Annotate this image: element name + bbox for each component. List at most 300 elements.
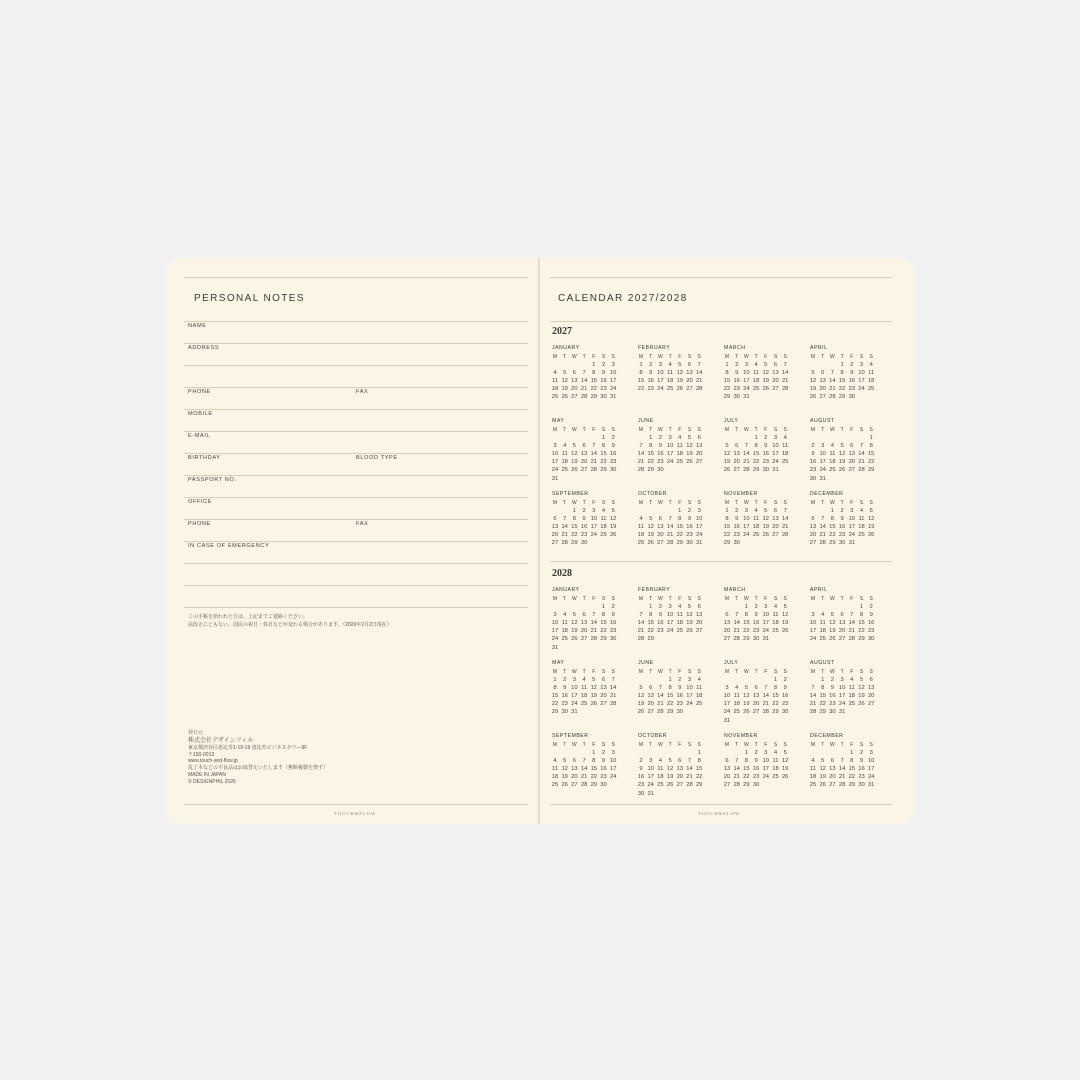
- day-cell: 7: [744, 443, 748, 450]
- weekday-label: S: [601, 500, 606, 506]
- day-cell: 21: [657, 701, 664, 708]
- day-cell: 11: [858, 516, 865, 523]
- day-cell: 8: [592, 758, 596, 765]
- page-title: CALENDAR 2027/2028: [558, 293, 688, 304]
- day-cell: 25: [752, 532, 760, 539]
- day-cell: 6: [697, 604, 701, 610]
- day-cell: 25: [772, 774, 779, 781]
- day-cell: 1: [744, 750, 748, 756]
- day-cell: 9: [678, 685, 682, 692]
- day-cell: 6: [811, 516, 815, 523]
- day-cell: 28: [637, 636, 645, 643]
- day-cell: 8: [601, 612, 606, 619]
- day-cell: 22: [600, 459, 607, 466]
- day-cell: 6: [754, 685, 758, 692]
- notebook-spread: [166, 258, 914, 824]
- day-cell: 13: [733, 451, 740, 458]
- weekday-label: S: [859, 354, 864, 360]
- day-cell: 8: [649, 612, 653, 619]
- day-cell: 10: [848, 516, 856, 523]
- day-cell: 21: [590, 628, 598, 635]
- day-cell: 29: [600, 467, 607, 474]
- day-cell: 29: [743, 782, 750, 789]
- day-cell: 31: [838, 709, 846, 716]
- day-cell: 29: [743, 636, 750, 643]
- day-cell: 1: [850, 750, 854, 756]
- day-cell: 30: [686, 540, 693, 547]
- day-cell: 23: [647, 386, 654, 393]
- day-cell: 16: [867, 620, 875, 627]
- month-name: NOVEMBER: [724, 491, 758, 497]
- weekday-label: F: [678, 427, 682, 433]
- day-cell: 2: [754, 604, 758, 610]
- weekday-label: F: [850, 500, 854, 506]
- weekday-label: T: [649, 596, 653, 602]
- day-cell: 6: [869, 677, 873, 683]
- day-cell: 29: [590, 394, 598, 401]
- holiday-notice: 法改正にともない、国民の祝日・休日などが変わる場合があります。（2026年2月2日現在）: [188, 622, 392, 628]
- weekday-label: T: [582, 500, 586, 506]
- day-cell: 16: [609, 620, 617, 627]
- day-cell: 24: [551, 467, 559, 474]
- day-cell: 25: [561, 467, 568, 474]
- day-cell: 1: [869, 435, 873, 441]
- month-name: DECEMBER: [810, 733, 844, 739]
- day-cell: 14: [838, 766, 846, 773]
- weekday-label: S: [783, 500, 787, 506]
- day-cell: 24: [686, 701, 693, 708]
- day-cell: 19: [609, 524, 617, 531]
- day-cell: 31: [867, 782, 875, 789]
- day-cell: 16: [657, 620, 664, 627]
- day-cell: 13: [580, 451, 588, 458]
- day-cell: 10: [838, 685, 846, 692]
- day-cell: 2: [850, 362, 854, 368]
- day-cell: 17: [743, 378, 750, 385]
- field-line: [184, 475, 528, 476]
- field-line: [184, 409, 528, 410]
- day-cell: 8: [601, 443, 606, 450]
- day-cell: 17: [809, 628, 817, 635]
- weekday-label: M: [810, 354, 816, 360]
- day-cell: 28: [561, 540, 568, 547]
- day-cell: 17: [848, 524, 856, 531]
- day-cell: 3: [764, 604, 768, 610]
- weekday-label: T: [582, 427, 586, 433]
- day-cell: 1: [821, 677, 825, 683]
- day-cell: 24: [809, 636, 817, 643]
- day-cell: 28: [695, 386, 703, 393]
- day-cell: 12: [819, 766, 826, 773]
- day-cell: 19: [867, 524, 875, 531]
- field-line: [184, 563, 528, 564]
- weekday-label: M: [638, 500, 644, 506]
- day-cell: 14: [858, 451, 865, 458]
- day-cell: 9: [639, 766, 643, 773]
- day-cell: 12: [867, 516, 875, 523]
- day-cell: 8: [649, 443, 653, 450]
- day-cell: 4: [821, 612, 825, 619]
- weekday-label: S: [697, 596, 701, 602]
- day-cell: 16: [781, 693, 789, 700]
- weekday-label: T: [754, 427, 758, 433]
- day-cell: 11: [753, 370, 760, 377]
- day-cell: 6: [572, 758, 576, 765]
- day-cell: 18: [551, 774, 559, 781]
- day-cell: 20: [838, 628, 846, 635]
- day-cell: 27: [571, 394, 578, 401]
- day-cell: 25: [657, 782, 664, 789]
- weekday-label: W: [658, 742, 663, 748]
- day-cell: 6: [697, 435, 701, 441]
- day-cell: 7: [668, 516, 672, 523]
- day-cell: 17: [551, 628, 559, 635]
- day-cell: 22: [590, 774, 598, 781]
- weekday-label: M: [724, 742, 730, 748]
- day-cell: 20: [647, 701, 654, 708]
- day-cell: 14: [809, 693, 817, 700]
- day-cell: 21: [809, 701, 817, 708]
- day-cell: 17: [858, 378, 865, 385]
- day-cell: 2: [840, 508, 844, 514]
- day-cell: 3: [553, 612, 557, 619]
- day-cell: 11: [772, 758, 779, 765]
- year-heading-2027: 2027: [552, 326, 572, 337]
- day-cell: 11: [637, 524, 645, 531]
- day-cell: 31: [848, 540, 856, 547]
- day-cell: 25: [848, 701, 856, 708]
- day-cell: 17: [695, 524, 703, 531]
- day-cell: 16: [733, 378, 740, 385]
- day-cell: 4: [553, 758, 557, 765]
- day-cell: 16: [657, 451, 664, 458]
- month-name: JULY: [724, 660, 739, 666]
- day-cell: 15: [590, 766, 598, 773]
- day-cell: 15: [666, 693, 674, 700]
- day-cell: 2: [754, 750, 758, 756]
- day-cell: 9: [658, 443, 662, 450]
- day-cell: 23: [752, 774, 760, 781]
- month-name: JANUARY: [552, 587, 580, 593]
- day-cell: 16: [580, 524, 588, 531]
- publisher-postcode: 〒150-0013: [188, 751, 215, 758]
- day-cell: 12: [666, 766, 674, 773]
- day-cell: 27: [819, 394, 826, 401]
- day-cell: 24: [723, 709, 731, 716]
- day-cell: 23: [752, 628, 760, 635]
- day-cell: 24: [666, 459, 674, 466]
- weekday-label: T: [649, 742, 653, 748]
- day-cell: 15: [571, 524, 578, 531]
- page-title: PERSONAL NOTES: [194, 293, 305, 304]
- day-cell: 25: [676, 628, 684, 635]
- day-cell: 26: [571, 467, 578, 474]
- day-cell: 15: [743, 766, 750, 773]
- day-cell: 30: [752, 636, 760, 643]
- day-cell: 3: [553, 443, 557, 450]
- day-cell: 3: [649, 758, 653, 765]
- day-cell: 26: [571, 636, 578, 643]
- day-cell: 27: [695, 459, 703, 466]
- day-cell: 26: [723, 467, 731, 474]
- weekday-label: F: [678, 500, 682, 506]
- day-cell: 8: [850, 758, 854, 765]
- day-cell: 19: [858, 693, 865, 700]
- day-cell: 25: [829, 467, 836, 474]
- day-cell: 19: [781, 766, 789, 773]
- month-name: OCTOBER: [638, 733, 668, 739]
- day-cell: 6: [773, 508, 778, 514]
- day-cell: 20: [551, 532, 559, 539]
- day-cell: 10: [867, 758, 875, 765]
- day-cell: 9: [859, 758, 864, 765]
- weekday-label: S: [687, 427, 692, 433]
- day-cell: 13: [657, 524, 664, 531]
- day-cell: 15: [838, 378, 846, 385]
- day-cell: 7: [821, 516, 825, 523]
- weekday-label: M: [552, 500, 558, 506]
- day-cell: 7: [639, 443, 643, 450]
- weekday-label: S: [611, 354, 615, 360]
- day-cell: 6: [840, 612, 844, 619]
- field-line: [184, 431, 528, 432]
- day-cell: 26: [637, 709, 645, 716]
- day-cell: 28: [733, 636, 740, 643]
- day-cell: 16: [600, 378, 607, 385]
- day-cell: 17: [772, 451, 779, 458]
- weekday-label: T: [840, 596, 844, 602]
- day-cell: 19: [819, 774, 826, 781]
- day-cell: 26: [561, 394, 568, 401]
- weekday-label: W: [830, 669, 835, 675]
- day-cell: 8: [592, 370, 596, 377]
- day-cell: 16: [733, 524, 740, 531]
- day-cell: 13: [647, 693, 654, 700]
- day-cell: 19: [809, 386, 817, 393]
- day-cell: 12: [743, 693, 750, 700]
- day-cell: 13: [723, 620, 731, 627]
- weekday-label: S: [611, 596, 615, 602]
- day-cell: 24: [819, 467, 826, 474]
- weekday-label: S: [773, 354, 778, 360]
- day-cell: 21: [829, 386, 836, 393]
- weekday-label: S: [869, 596, 873, 602]
- day-cell: 25: [551, 782, 559, 789]
- day-cell: 31: [772, 467, 779, 474]
- weekday-label: F: [592, 596, 596, 602]
- day-cell: 1: [639, 362, 643, 368]
- month-name: JANUARY: [552, 345, 580, 351]
- day-cell: 30: [752, 782, 760, 789]
- day-cell: 7: [592, 612, 596, 619]
- day-cell: 18: [695, 693, 703, 700]
- day-cell: 29: [819, 709, 826, 716]
- day-cell: 1: [754, 435, 758, 441]
- day-cell: 6: [773, 362, 778, 368]
- weekday-label: F: [592, 500, 596, 506]
- day-cell: 25: [561, 636, 568, 643]
- day-cell: 17: [762, 766, 770, 773]
- weekday-label: W: [744, 596, 749, 602]
- day-cell: 30: [838, 540, 846, 547]
- day-cell: 18: [781, 451, 789, 458]
- day-cell: 17: [609, 378, 617, 385]
- day-cell: 27: [867, 701, 875, 708]
- day-cell: 8: [840, 370, 844, 377]
- weekday-label: T: [668, 354, 672, 360]
- day-cell: 25: [867, 386, 875, 393]
- day-cell: 13: [809, 524, 817, 531]
- weekday-label: S: [611, 669, 615, 675]
- weekday-label: S: [611, 500, 615, 506]
- weekday-label: S: [859, 596, 864, 602]
- publisher-address: 東京都渋谷区恵比寿1-19-19 恵比寿ビジネスタワー9F: [188, 744, 308, 751]
- day-cell: 31: [551, 644, 559, 651]
- day-cell: 2: [658, 604, 662, 610]
- day-cell: 25: [858, 532, 865, 539]
- day-cell: 3: [725, 685, 729, 692]
- day-cell: 9: [687, 516, 692, 523]
- day-cell: 30: [600, 394, 607, 401]
- field-label-name: NAME: [188, 323, 207, 329]
- day-cell: 5: [859, 677, 864, 683]
- day-cell: 4: [563, 612, 567, 619]
- day-cell: 10: [666, 443, 674, 450]
- day-cell: 4: [678, 435, 682, 441]
- day-cell: 28: [762, 709, 770, 716]
- day-cell: 3: [668, 435, 672, 441]
- day-cell: 2: [611, 435, 615, 441]
- weekday-label: T: [735, 427, 739, 433]
- day-cell: 9: [563, 685, 567, 692]
- divider: [550, 321, 892, 322]
- month-name: MARCH: [724, 587, 746, 593]
- weekday-label: S: [783, 742, 787, 748]
- day-cell: 12: [676, 370, 684, 377]
- weekday-label: M: [638, 427, 644, 433]
- day-cell: 26: [819, 782, 826, 789]
- day-cell: 29: [666, 709, 674, 716]
- day-cell: 14: [733, 620, 740, 627]
- weekday-label: T: [735, 742, 739, 748]
- day-cell: 20: [571, 774, 578, 781]
- month-name: MARCH: [724, 345, 746, 351]
- month-name: NOVEMBER: [724, 733, 758, 739]
- day-cell: 13: [867, 685, 875, 692]
- weekday-label: W: [658, 354, 663, 360]
- day-cell: 31: [723, 717, 731, 724]
- day-cell: 21: [781, 378, 789, 385]
- day-cell: 21: [781, 524, 789, 531]
- day-cell: 22: [590, 386, 598, 393]
- day-cell: 2: [649, 362, 653, 368]
- day-cell: 16: [858, 766, 865, 773]
- day-cell: 4: [563, 443, 567, 450]
- day-cell: 6: [572, 370, 576, 377]
- day-cell: 7: [563, 516, 567, 523]
- day-cell: 25: [600, 532, 607, 539]
- day-cell: 7: [582, 758, 586, 765]
- day-cell: 4: [668, 362, 672, 368]
- weekday-label: S: [687, 354, 692, 360]
- day-cell: 7: [639, 612, 643, 619]
- day-cell: 20: [848, 459, 856, 466]
- day-cell: 8: [725, 370, 729, 377]
- weekday-label: T: [754, 596, 758, 602]
- day-cell: 23: [609, 459, 617, 466]
- day-cell: 23: [686, 532, 693, 539]
- weekday-label: M: [638, 354, 644, 360]
- day-cell: 15: [637, 378, 645, 385]
- weekday-label: F: [850, 354, 854, 360]
- field-line: [184, 453, 528, 454]
- weekday-label: M: [810, 500, 816, 506]
- field-label-phone: PHONE: [188, 389, 211, 395]
- day-cell: 15: [600, 451, 607, 458]
- day-cell: 23: [733, 386, 740, 393]
- day-cell: 8: [725, 516, 729, 523]
- day-cell: 9: [754, 612, 758, 619]
- day-cell: 18: [848, 693, 856, 700]
- day-cell: 31: [571, 709, 578, 716]
- day-cell: 2: [869, 604, 873, 610]
- day-cell: 19: [647, 532, 654, 539]
- day-cell: 10: [551, 620, 559, 627]
- day-cell: 14: [733, 766, 740, 773]
- day-cell: 15: [848, 766, 856, 773]
- day-cell: 12: [781, 612, 789, 619]
- day-cell: 8: [744, 758, 748, 765]
- day-cell: 10: [609, 370, 617, 377]
- day-cell: 3: [859, 362, 864, 368]
- day-cell: 16: [686, 524, 693, 531]
- day-cell: 14: [848, 620, 856, 627]
- day-cell: 13: [695, 612, 703, 619]
- year-heading-2028: 2028: [552, 568, 572, 579]
- month-name: FEBRUARY: [638, 587, 671, 593]
- day-cell: 27: [848, 467, 856, 474]
- day-cell: 8: [553, 685, 557, 692]
- day-cell: 31: [609, 394, 617, 401]
- day-cell: 7: [735, 612, 739, 619]
- day-cell: 9: [601, 370, 606, 377]
- day-cell: 26: [666, 782, 674, 789]
- day-cell: 16: [600, 766, 607, 773]
- weekday-label: M: [552, 742, 558, 748]
- day-cell: 3: [592, 508, 596, 514]
- weekday-label: W: [830, 427, 835, 433]
- day-cell: 12: [829, 620, 836, 627]
- day-cell: 19: [561, 774, 568, 781]
- weekday-label: T: [563, 427, 567, 433]
- day-cell: 13: [848, 451, 856, 458]
- day-cell: 14: [657, 693, 664, 700]
- field-label-email: E-MAIL: [188, 433, 211, 439]
- day-cell: 29: [752, 467, 760, 474]
- day-cell: 13: [723, 766, 731, 773]
- day-cell: 9: [649, 370, 653, 377]
- day-cell: 17: [571, 693, 578, 700]
- weekday-label: T: [649, 354, 653, 360]
- month-name: MAY: [552, 660, 565, 666]
- weekday-label: S: [697, 742, 701, 748]
- day-cell: 11: [676, 612, 683, 619]
- day-cell: 14: [743, 451, 750, 458]
- day-cell: 26: [590, 701, 598, 708]
- day-cell: 29: [858, 636, 865, 643]
- day-cell: 4: [850, 677, 854, 683]
- divider: [184, 321, 528, 322]
